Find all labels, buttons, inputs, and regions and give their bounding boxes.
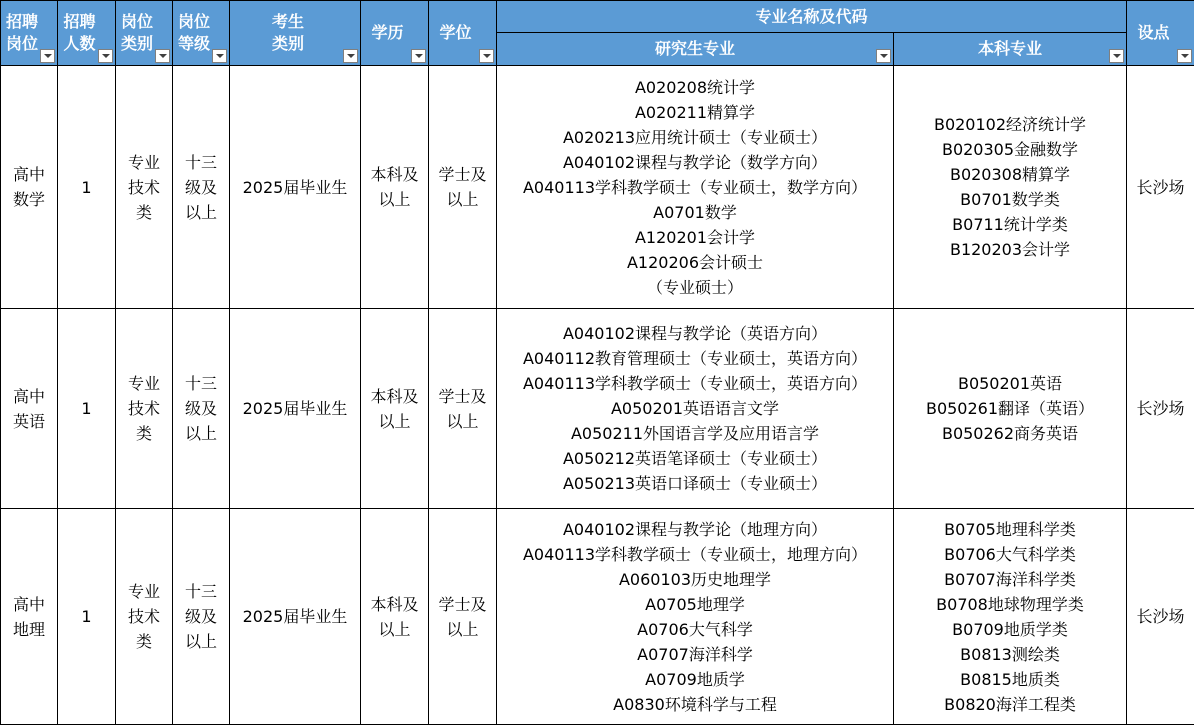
filter-dropdown-icon[interactable]	[212, 49, 227, 63]
grad-major-item: A020211精算学	[634, 102, 756, 122]
filter-dropdown-icon[interactable]	[98, 49, 113, 63]
undergrad-major-item: B0701数学类	[960, 190, 1060, 209]
category-cell[interactable]: 专业 技术 类	[116, 509, 173, 725]
grad-major-item: A050213英语口译硕士（专业硕士）	[562, 474, 828, 493]
level-cell[interactable]: 十三 级及 以上	[173, 509, 230, 725]
education-cell[interactable]: 本科及 以上	[361, 66, 429, 309]
undergrad-major-cell[interactable]	[894, 509, 1127, 725]
undergrad-major-item: B0813测绘类	[960, 644, 1060, 664]
degree-cell[interactable]: 学士及 以上	[429, 66, 497, 309]
header-category: 岗位 类别	[116, 1, 173, 66]
grad-major-item: A0707海洋科学	[637, 644, 753, 664]
candidate-cell[interactable]: 2025届毕业生	[230, 66, 361, 309]
filter-dropdown-icon[interactable]	[40, 49, 55, 63]
undergrad-major-item: B050201英语	[957, 374, 1063, 393]
table-row	[1, 309, 1194, 509]
education-cell[interactable]: 本科及 以上	[361, 309, 429, 509]
grad-major-item: A040102课程与教学论（数学方向）	[562, 152, 828, 172]
level-cell[interactable]: 十三 级及 以上	[173, 309, 230, 509]
header-count: 招聘 人数	[58, 1, 116, 66]
grad-major-item: A040102课程与教学论（地理方向）	[562, 519, 828, 539]
grad-major-item: A120201会计学	[634, 227, 756, 247]
undergrad-major-item: B0707海洋科学类	[944, 569, 1076, 589]
undergrad-major-item: B0708地球物理学类	[936, 594, 1084, 614]
header-undergrad-major: 本科专业	[894, 33, 1127, 66]
grad-major-item: A040113学科教学硕士（专业硕士，数学方向）	[522, 177, 868, 197]
undergrad-major-item: B050261翻译（英语）	[925, 399, 1095, 418]
undergrad-major-item: B050262商务英语	[941, 424, 1079, 443]
undergrad-major-item: B0711统计学类	[952, 215, 1068, 234]
degree-cell[interactable]: 学士及 以上	[429, 509, 497, 725]
count-cell[interactable]: 1	[58, 309, 116, 509]
grad-major-item: A0830环境科学与工程	[613, 694, 777, 714]
grad-major-item: A020208统计学	[634, 77, 756, 97]
grad-major-item: A050212英语笔译硕士（专业硕士）	[562, 449, 828, 468]
grad-major-item: A050211外国语言学及应用语言学	[570, 424, 820, 443]
undergrad-major-item: B020308精算学	[949, 165, 1071, 184]
position-cell[interactable]: 高中 地理	[1, 509, 58, 725]
filter-dropdown-icon[interactable]	[155, 49, 170, 63]
header-level: 岗位 等级	[173, 1, 230, 66]
undergrad-major-item: B020305金融数学	[941, 140, 1079, 159]
grad-major-item: A0709地质学	[645, 669, 745, 689]
header-degree: 学位	[429, 1, 497, 66]
grad-major-item: A040113学科教学硕士（专业硕士，英语方向）	[522, 374, 868, 393]
position-cell[interactable]: 高中 英语	[1, 309, 58, 509]
header-position: 招聘 岗位	[1, 1, 58, 66]
category-cell[interactable]: 专业 技术 类	[116, 66, 173, 309]
table-row	[1, 66, 1194, 309]
count-cell[interactable]: 1	[58, 66, 116, 309]
undergrad-major-item: B0815地质类	[960, 669, 1060, 689]
grad-major-cell[interactable]	[497, 309, 894, 509]
grad-major-item: A040112教育管理硕士（专业硕士，英语方向）	[522, 349, 868, 368]
grad-major-cell[interactable]	[497, 66, 894, 309]
category-cell[interactable]: 专业 技术 类	[116, 309, 173, 509]
grad-major-item: A050201英语语言文学	[610, 399, 780, 418]
position-cell[interactable]: 高中 数学	[1, 66, 58, 309]
undergrad-major-item: B0705地理科学类	[944, 519, 1076, 539]
level-cell[interactable]: 十三 级及 以上	[173, 66, 230, 309]
header-candidate: 考生 类别	[230, 1, 361, 66]
filter-dropdown-icon[interactable]	[1109, 49, 1124, 63]
filter-dropdown-icon[interactable]	[411, 49, 426, 63]
header-grad-major: 研究生专业	[497, 33, 894, 66]
undergrad-major-item: B0709地质学类	[952, 619, 1068, 639]
undergrad-major-item: B0820海洋工程类	[944, 694, 1076, 714]
grad-major-item: A0701数学	[653, 202, 737, 222]
site-cell[interactable]: 长沙场	[1127, 66, 1194, 309]
grad-major-item: A0705地理学	[645, 594, 745, 614]
header-major-group: 专业名称及代码	[497, 1, 1127, 33]
filter-dropdown-icon[interactable]	[479, 49, 494, 63]
grad-major-item: （专业硕士）	[646, 277, 743, 297]
candidate-cell[interactable]: 2025届毕业生	[230, 509, 361, 725]
grad-major-item: A020213应用统计硕士（专业硕士）	[562, 127, 828, 147]
undergrad-major-item: B120203会计学	[949, 240, 1071, 259]
undergrad-major-item: B0706大气科学类	[944, 544, 1076, 564]
filter-dropdown-icon[interactable]	[1177, 49, 1192, 63]
grad-major-item: A040113学科教学硕士（专业硕士，地理方向）	[522, 544, 868, 564]
candidate-cell[interactable]: 2025届毕业生	[230, 309, 361, 509]
degree-cell[interactable]: 学士及 以上	[429, 309, 497, 509]
site-cell[interactable]: 长沙场	[1127, 509, 1194, 725]
undergrad-major-item: B020102经济统计学	[933, 115, 1087, 134]
header-site: 设点	[1127, 1, 1194, 66]
site-cell[interactable]: 长沙场	[1127, 309, 1194, 509]
table-row	[1, 509, 1194, 725]
grad-major-cell[interactable]	[497, 509, 894, 725]
grad-major-item: A060103历史地理学	[618, 569, 772, 589]
undergrad-major-cell[interactable]	[894, 309, 1127, 509]
grad-major-item: A120206会计硕士	[626, 252, 764, 272]
filter-dropdown-icon[interactable]	[343, 49, 358, 63]
education-cell[interactable]: 本科及 以上	[361, 509, 429, 725]
grad-major-item: A040102课程与教学论（英语方向）	[562, 324, 828, 343]
undergrad-major-cell[interactable]	[894, 66, 1127, 309]
filter-dropdown-icon[interactable]	[876, 49, 891, 63]
header-education: 学历	[361, 1, 429, 66]
grad-major-item: A0706大气科学	[637, 619, 753, 639]
count-cell[interactable]: 1	[58, 509, 116, 725]
